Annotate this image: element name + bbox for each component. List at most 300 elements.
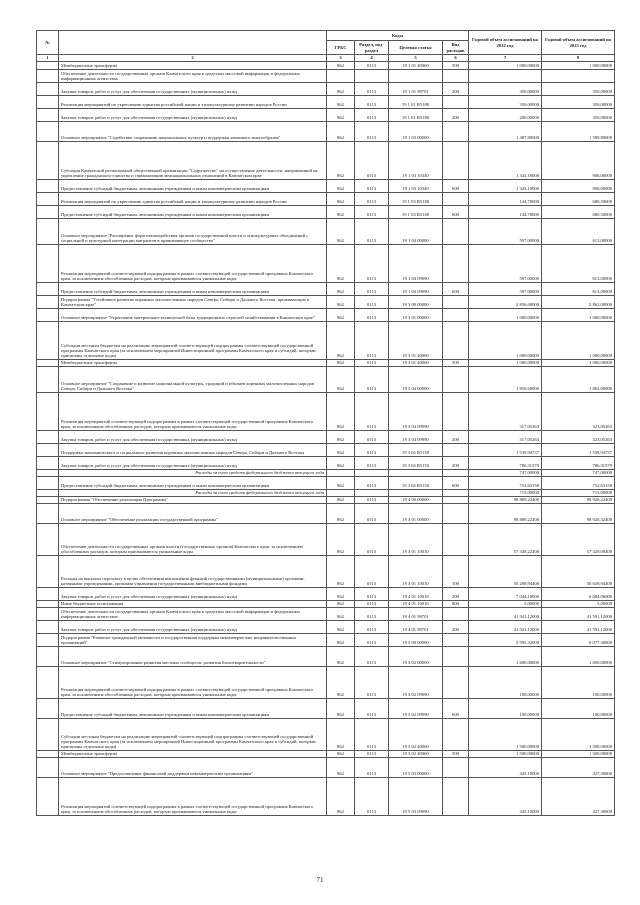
row-cs-cell: 19 3 01 40060 xyxy=(389,359,443,366)
row-vr-cell xyxy=(443,392,469,430)
row-desc-cell: Реализация мероприятий по укреплению единства российской нации и этнокультурному развитию народов России xyxy=(59,192,327,205)
row-razdel-cell: 0113 xyxy=(355,359,389,366)
row-grbs-cell xyxy=(327,489,355,496)
row-2022-cell: 144,70000 xyxy=(469,192,542,205)
table-row xyxy=(37,443,615,456)
row-razdel-cell: 0113 xyxy=(355,205,389,218)
row-num-cell xyxy=(37,218,59,244)
row-vr-cell: 500 xyxy=(443,359,469,366)
row-razdel-cell: 0113 xyxy=(355,555,389,587)
row-grbs-cell: 862 xyxy=(327,456,355,469)
row-razdel-cell: 0113 xyxy=(355,503,389,523)
table-row xyxy=(37,218,615,244)
row-cs-cell: 19 5 02 09990 xyxy=(389,698,443,718)
col-codes: Коды xyxy=(327,31,469,41)
table-row xyxy=(37,392,615,430)
row-num-cell xyxy=(37,476,59,489)
row-num-cell xyxy=(37,646,59,666)
row-cs-cell: 19 4 01 10010 xyxy=(389,523,443,555)
table-row xyxy=(37,523,615,555)
row-desc-cell: Предоставление субсидий бюджетным, автономным учреждениям и иным некоммерческим организациям xyxy=(59,205,327,218)
row-2022-cell: 1 343,10000 xyxy=(469,141,542,179)
row-cs-cell xyxy=(389,69,443,82)
row-cs-cell: 19 1 01 R5180 xyxy=(389,108,443,121)
row-desc-cell: Субсидии местным бюджетам на реализацию мероприятий соответствующей подпрограммы соответствующей государственной программы Камчатского края (за исключением мероприятий Инвестиционной программы Камчатского края и субсидий, которым присвоены отдельные коды) xyxy=(59,718,327,750)
row-razdel-cell: 0113 xyxy=(355,523,389,555)
row-razdel-cell: 0113 xyxy=(355,308,389,321)
row-grbs-cell: 862 xyxy=(327,392,355,430)
row-num-cell xyxy=(37,282,59,295)
row-desc-cell: Основное мероприятие "Содействие сохранению национальных культур и поддержки языкового многообразия" xyxy=(59,121,327,141)
row-grbs-cell: 862 xyxy=(327,555,355,587)
row-grbs-cell: 862 xyxy=(327,282,355,295)
row-grbs-cell xyxy=(327,469,355,476)
row-razdel-cell: 0113 xyxy=(355,121,389,141)
row-2022-cell: 41 541,12000 xyxy=(469,620,542,633)
row-cs-cell xyxy=(389,469,443,476)
row-2022-cell: 715,00000 xyxy=(469,489,542,496)
table-row xyxy=(37,366,615,392)
row-num-cell xyxy=(37,489,59,496)
row-razdel-cell: 0113 xyxy=(355,392,389,430)
row-2023-cell: 613,00000 xyxy=(542,244,615,282)
row-grbs-cell: 862 xyxy=(327,750,355,757)
row-2022-cell: 1 000,00000 xyxy=(469,61,542,69)
table-row xyxy=(37,108,615,121)
row-2023-cell: 350,00000 xyxy=(542,108,615,121)
row-num-cell xyxy=(37,620,59,633)
row-num-cell xyxy=(37,82,59,95)
row-2023-cell: 906,00000 xyxy=(542,179,615,192)
row-desc-cell: Расходы за счет средств федерального бюджета текущего года xyxy=(59,469,327,476)
table-row xyxy=(37,750,615,757)
row-grbs-cell: 862 xyxy=(327,61,355,69)
row-razdel-cell xyxy=(355,69,389,82)
row-2022-cell: 350,00000 xyxy=(469,82,542,95)
row-2023-cell: 427,30000 xyxy=(542,777,615,815)
row-num-cell xyxy=(37,469,59,476)
row-2022-cell: 57 348,22400 xyxy=(469,523,542,555)
table-row xyxy=(37,430,615,443)
row-razdel-cell: 0113 xyxy=(355,141,389,179)
row-cs-cell: 19 4 01 10010 xyxy=(389,555,443,587)
row-cs-cell: 19 4 01 10010 xyxy=(389,600,443,607)
row-vr-cell: 600 xyxy=(443,282,469,295)
row-num-cell xyxy=(37,295,59,308)
row-vr-cell xyxy=(443,607,469,620)
row-2023-cell: 6 684,06000 xyxy=(542,587,615,600)
row-vr-cell xyxy=(443,321,469,359)
row-2022-cell: 100,00000 xyxy=(469,666,542,698)
row-2023-cell: 98 920,32400 xyxy=(542,503,615,523)
row-2023-cell: 1 600,00000 xyxy=(542,646,615,666)
row-2023-cell: 2 862,00000 xyxy=(542,295,615,308)
row-2023-cell: 715,00000 xyxy=(542,489,615,496)
table-row xyxy=(37,295,615,308)
row-2022-cell: 100,00000 xyxy=(469,698,542,718)
row-2022-cell: 1 000,00000 xyxy=(469,359,542,366)
row-2023-cell: 100,00000 xyxy=(542,698,615,718)
row-vr-cell: 800 xyxy=(443,600,469,607)
row-vr-cell: 600 xyxy=(443,698,469,718)
row-cs-cell: 19 3 04 09990 xyxy=(389,392,443,430)
row-cs-cell: 19 1 01 R5180 xyxy=(389,95,443,108)
row-2023-cell: 100,00000 xyxy=(542,666,615,698)
row-2022-cell: 317,05263 xyxy=(469,430,542,443)
row-grbs-cell: 862 xyxy=(327,666,355,698)
row-2023-cell: 1 538,94737 xyxy=(542,443,615,456)
row-cs-cell: 19 1 03 10340 xyxy=(389,179,443,192)
row-razdel-cell: 0113 xyxy=(355,282,389,295)
row-vr-cell: 200 xyxy=(443,430,469,443)
row-grbs-cell: 862 xyxy=(327,179,355,192)
row-desc-cell: Субсидии местным бюджетам на реализацию мероприятий соответствующей подпрограммы соответствующей государственной программы Камчатского края (за исключением мероприятий Инвестиционной программы Камчатского края и субсидий, которым присвоены отдельные коды) xyxy=(59,321,327,359)
row-razdel-cell: 0113 xyxy=(355,633,389,646)
row-desc-cell: Подпрограмма "Устойчивое развитие коренных малочисленных народов Севера, Сибири и Дальнего Востока, проживающих в Камчатском крае" xyxy=(59,295,327,308)
row-desc-cell: Реализация мероприятий соответствующей подпрограммы в рамках соответствующей государственной программы Камчатского края, за исключением обособленных расходов, которым присваиваются уникальные коды xyxy=(59,244,327,282)
table-row xyxy=(37,61,615,69)
row-2022-cell: 1 539,94737 xyxy=(469,443,542,456)
row-grbs-cell: 862 xyxy=(327,698,355,718)
row-desc-cell: Предоставление субсидий бюджетным, автономным учреждениям и иным некоммерческим организациям xyxy=(59,282,327,295)
row-desc-cell: Обеспечение деятельности государственных органов Камчатского края в средствах массовой информации и федеральных информационных агентствах xyxy=(59,69,327,82)
row-2022-cell: 747,00000 xyxy=(469,469,542,476)
row-num-cell xyxy=(37,192,59,205)
row-razdel-cell: 0113 xyxy=(355,587,389,600)
row-vr-cell xyxy=(443,666,469,698)
row-2023-cell: 323,05263 xyxy=(542,392,615,430)
row-num-cell xyxy=(37,321,59,359)
row-cs-cell: 19 3 04 R5150 xyxy=(389,476,443,489)
row-desc-cell: Реализация мероприятий соответствующей подпрограммы в рамках соответствующей государственной программы Камчатского края, за исключением обособленных расходов, которым присваиваются уникальные коды xyxy=(59,392,327,430)
table-row xyxy=(37,476,615,489)
row-2022-cell: 98 889,22400 xyxy=(469,503,542,523)
row-desc-cell: Основное мероприятие "Предоставление финансовой поддержки некоммерческим организациям" xyxy=(59,757,327,777)
table-row xyxy=(37,555,615,587)
row-cs-cell: 19 1 04 00000 xyxy=(389,218,443,244)
col-2022: Годовой объем ассигнований на 2022 год xyxy=(469,31,542,55)
col-desc xyxy=(59,31,327,55)
col-num: № xyxy=(37,31,59,55)
row-num-cell xyxy=(37,205,59,218)
row-razdel-cell: 0113 xyxy=(355,666,389,698)
col-grbs: ГРБС xyxy=(327,41,355,55)
row-2023-cell: 786,31579 xyxy=(542,456,615,469)
row-grbs-cell: 862 xyxy=(327,430,355,443)
row-vr-cell xyxy=(443,469,469,476)
row-desc-cell: Межбюджетные трансферты xyxy=(59,359,327,366)
row-razdel-cell: 0113 xyxy=(355,698,389,718)
row-vr-cell: 500 xyxy=(443,750,469,757)
column-index-cell: 3 xyxy=(327,55,355,62)
column-index-cell: 6 xyxy=(443,55,469,62)
row-razdel-cell: 0113 xyxy=(355,620,389,633)
row-desc-cell: Закупка товаров, работ и услуг для обеспечения государственных (муниципальных) нужд xyxy=(59,82,327,95)
row-vr-cell xyxy=(443,443,469,456)
page-number: 71 xyxy=(316,876,324,884)
row-vr-cell: 600 xyxy=(443,205,469,218)
row-razdel-cell: 0113 xyxy=(355,366,389,392)
table-row xyxy=(37,82,615,95)
row-razdel-cell: 0113 xyxy=(355,218,389,244)
row-grbs-cell: 862 xyxy=(327,244,355,282)
table-row xyxy=(37,698,615,718)
row-2023-cell: 1 000,00000 xyxy=(542,359,615,366)
row-2023-cell: 613,00000 xyxy=(542,282,615,295)
table-row xyxy=(37,141,615,179)
table-row xyxy=(37,244,615,282)
row-2023-cell: 1 000,00000 xyxy=(542,308,615,321)
row-2023-cell: 1 000,00000 xyxy=(542,61,615,69)
row-cs-cell: 19 5 02 40060 xyxy=(389,718,443,750)
row-grbs-cell: 862 xyxy=(327,777,355,815)
row-vr-cell xyxy=(443,69,469,82)
row-desc-cell: Основное мероприятие "Укрепление материально-технической базы традиционных отраслей хозяйствования в Камчатском крае" xyxy=(59,308,327,321)
row-vr-cell xyxy=(443,777,469,815)
row-desc-cell: Основное мероприятие "Сохранение и развитие национальной культуры, традиций и обычаев коренных малочисленных народов Севера, Сибири и Дальнего Востока" xyxy=(59,366,327,392)
row-razdel-cell: 0113 xyxy=(355,718,389,750)
row-num-cell xyxy=(37,496,59,503)
row-2022-cell: 345,10000 xyxy=(469,757,542,777)
row-grbs-cell: 862 xyxy=(327,607,355,620)
row-desc-cell: Межбюджетные трансферты xyxy=(59,750,327,757)
table-row xyxy=(37,607,615,620)
row-grbs-cell: 862 xyxy=(327,757,355,777)
table-row xyxy=(37,600,615,607)
row-cs-cell: 19 5 02 40060 xyxy=(389,750,443,757)
row-cs-cell: 19 3 00 00000 xyxy=(389,295,443,308)
row-cs-cell: 19 3 04 R5150 xyxy=(389,456,443,469)
row-num-cell xyxy=(37,308,59,321)
row-num-cell xyxy=(37,757,59,777)
row-2023-cell: 906,00000 xyxy=(542,141,615,179)
row-2022-cell: 1 856,60000 xyxy=(469,366,542,392)
row-2023-cell: 1 500,00000 xyxy=(542,718,615,750)
row-grbs-cell: 862 xyxy=(327,600,355,607)
row-grbs-cell: 862 xyxy=(327,218,355,244)
column-index-cell: 4 xyxy=(355,55,389,62)
row-desc-cell: Субсидия Камчатской региональной общественной организации "Содружество" на осуществление деятельности, направленной на укрепление гражданского единства и гармонизацию межнациональных отношений в Камчатском крае xyxy=(59,141,327,179)
row-vr-cell: 200 xyxy=(443,456,469,469)
row-vr-cell xyxy=(443,757,469,777)
row-vr-cell xyxy=(443,646,469,666)
table-row xyxy=(37,321,615,359)
table-row xyxy=(37,718,615,750)
row-2023-cell: 613,00000 xyxy=(542,218,615,244)
row-desc-cell: Обеспечение деятельности государственных органов власти (государственных органов) Камчатского края, за исключением обособленных расходов, которым присваиваются уникальные коды xyxy=(59,523,327,555)
row-grbs-cell: 862 xyxy=(327,121,355,141)
row-num-cell xyxy=(37,366,59,392)
column-index-cell: 1 xyxy=(37,55,59,62)
row-vr-cell xyxy=(443,489,469,496)
row-razdel-cell: 0113 xyxy=(355,95,389,108)
row-razdel-cell: 0113 xyxy=(355,192,389,205)
row-vr-cell xyxy=(443,218,469,244)
row-desc-cell: Обеспечение деятельности государственных органов Камчатского края в средствах массовой информации и федеральных информационных агентствах xyxy=(59,607,327,620)
row-cs-cell: 19 5 02 00000 xyxy=(389,646,443,666)
row-2022-cell: 1 000,00000 xyxy=(469,321,542,359)
table-row xyxy=(37,192,615,205)
row-razdel-cell: 0113 xyxy=(355,496,389,503)
table-row xyxy=(37,282,615,295)
row-razdel-cell: 0113 xyxy=(355,244,389,282)
row-num-cell xyxy=(37,698,59,718)
row-num-cell xyxy=(37,555,59,587)
row-2023-cell: 1 589,80000 xyxy=(542,121,615,141)
row-2022-cell: 597,00000 xyxy=(469,218,542,244)
row-grbs-cell: 862 xyxy=(327,366,355,392)
row-desc-cell: Закупка товаров, работ и услуг для обеспечения государственных (муниципальных) нужд xyxy=(59,587,327,600)
row-grbs-cell: 862 xyxy=(327,620,355,633)
row-2022-cell xyxy=(469,69,542,82)
row-cs-cell: 19 4 00 00000 xyxy=(389,496,443,503)
row-2022-cell: 1 500,00000 xyxy=(469,750,542,757)
row-razdel-cell xyxy=(355,469,389,476)
budget-table-sheet xyxy=(36,30,614,816)
row-vr-cell xyxy=(443,718,469,750)
col-cs: Целевая статья xyxy=(389,41,443,55)
table-row xyxy=(37,757,615,777)
row-desc-cell: Расходы на выплаты персоналу в целях обеспечения выполнения функций государственными (муниципальными) органами, казенными учреждениями, органами управления государственными внебюджетными фондами xyxy=(59,555,327,587)
row-vr-cell xyxy=(443,308,469,321)
row-2023-cell: 680,50000 xyxy=(542,192,615,205)
row-razdel-cell: 0113 xyxy=(355,600,389,607)
row-vr-cell xyxy=(443,95,469,108)
row-2023-cell: 427,30000 xyxy=(542,757,615,777)
row-desc-cell: Предоставление субсидий бюджетным, автономным учреждениям и иным некоммерческим организациям xyxy=(59,698,327,718)
row-2022-cell: 317,05263 xyxy=(469,392,542,430)
row-grbs-cell: 862 xyxy=(327,108,355,121)
row-num-cell xyxy=(37,443,59,456)
row-desc-cell: Закупка товаров, работ и услуг для обеспечения государственных (муниципальных) нужд xyxy=(59,456,327,469)
row-cs-cell: 19 1 03 00000 xyxy=(389,121,443,141)
row-num-cell xyxy=(37,750,59,757)
row-grbs-cell xyxy=(327,69,355,82)
table-header xyxy=(37,31,615,62)
table-row xyxy=(37,503,615,523)
row-num-cell xyxy=(37,503,59,523)
row-razdel-cell: 0113 xyxy=(355,750,389,757)
row-2023-cell: 1 000,00000 xyxy=(542,321,615,359)
row-vr-cell xyxy=(443,141,469,179)
row-grbs-cell: 862 xyxy=(327,141,355,179)
row-desc-cell: Подпрограмма "Обеспечение реализации Программы" xyxy=(59,496,327,503)
row-cs-cell: 19 4 01 00000 xyxy=(389,503,443,523)
row-2022-cell: 5,00000 xyxy=(469,600,542,607)
row-2022-cell: 752,63158 xyxy=(469,476,542,489)
row-cs-cell: 19 1 01 98701 xyxy=(389,82,443,95)
row-razdel-cell: 0113 xyxy=(355,430,389,443)
row-cs-cell: 19 3 04 R5150 xyxy=(389,443,443,456)
row-2023-cell: 5,00000 xyxy=(542,600,615,607)
table-body xyxy=(37,61,615,815)
row-desc-cell: Основное мероприятие "Стимулирование развития местных сообществ, развития благотворительности" xyxy=(59,646,327,666)
row-vr-cell xyxy=(443,244,469,282)
row-2023-cell: 1 500,00000 xyxy=(542,750,615,757)
table-row xyxy=(37,666,615,698)
row-vr-cell: 200 xyxy=(443,108,469,121)
row-cs-cell: 19 5 03 00000 xyxy=(389,757,443,777)
row-2022-cell: 1 500,00000 xyxy=(469,718,542,750)
row-num-cell xyxy=(37,430,59,443)
row-grbs-cell: 862 xyxy=(327,718,355,750)
row-desc-cell: Основное мероприятие "Расширение форм взаимодействия органов государственной власти и этнокультурных объединений с социальной и культурной интеграции мигрантов в принимающее сообщество" xyxy=(59,218,327,244)
row-2022-cell: 200,00000 xyxy=(469,108,542,121)
row-cs-cell: 19 4 01 98701 xyxy=(389,620,443,633)
row-num-cell xyxy=(37,633,59,646)
row-num-cell xyxy=(37,666,59,698)
row-num-cell xyxy=(37,523,59,555)
row-desc-cell: Расходы за счет средств федерального бюджета текущего года xyxy=(59,489,327,496)
row-2022-cell: 144,70000 xyxy=(469,205,542,218)
row-vr-cell xyxy=(443,366,469,392)
row-2022-cell: 786,31579 xyxy=(469,456,542,469)
row-desc-cell: Закупка товаров, работ и услуг для обеспечения государственных (муниципальных) нужд xyxy=(59,430,327,443)
row-vr-cell xyxy=(443,295,469,308)
row-2022-cell: 350,00000 xyxy=(469,95,542,108)
row-2023-cell: 41 591,12000 xyxy=(542,620,615,633)
row-razdel-cell: 0113 xyxy=(355,476,389,489)
row-razdel-cell: 0113 xyxy=(355,108,389,121)
row-2022-cell: 98 889,22400 xyxy=(469,496,542,503)
row-desc-cell: Предоставление субсидий бюджетным, автономным учреждениям и иным некоммерческим организациям xyxy=(59,476,327,489)
row-num-cell xyxy=(37,456,59,469)
row-num-cell xyxy=(37,607,59,620)
row-2022-cell: 597,00000 xyxy=(469,244,542,282)
row-vr-cell: 500 xyxy=(443,61,469,69)
row-2022-cell: 2 856,60000 xyxy=(469,295,542,308)
row-2022-cell: 1 000,00000 xyxy=(469,308,542,321)
row-grbs-cell: 862 xyxy=(327,633,355,646)
row-cs-cell: 19 3 04 09990 xyxy=(389,430,443,443)
row-desc-cell: Иные бюджетные ассигнования xyxy=(59,600,327,607)
row-2022-cell: 1 343,10000 xyxy=(469,179,542,192)
row-cs-cell: 19 1 04 09990 xyxy=(389,282,443,295)
row-2023-cell: 57 329,00400 xyxy=(542,523,615,555)
row-cs-cell: 19 5 02 09990 xyxy=(389,666,443,698)
row-razdel-cell: 0113 xyxy=(355,646,389,666)
row-2023-cell: 41 591,12000 xyxy=(542,607,615,620)
table-row xyxy=(37,646,615,666)
row-grbs-cell: 862 xyxy=(327,523,355,555)
row-vr-cell: 200 xyxy=(443,82,469,95)
row-vr-cell xyxy=(443,523,469,555)
table-row xyxy=(37,489,615,496)
row-razdel-cell xyxy=(355,489,389,496)
row-2023-cell: 350,00000 xyxy=(542,82,615,95)
row-vr-cell xyxy=(443,633,469,646)
row-2022-cell: 345,10000 xyxy=(469,777,542,815)
row-2022-cell: 1 600,00000 xyxy=(469,646,542,666)
row-num-cell xyxy=(37,61,59,69)
row-cs-cell: 19 1 01 40060 xyxy=(389,61,443,69)
row-2023-cell: 323,05263 xyxy=(542,430,615,443)
row-desc-cell: Закупка товаров, работ и услуг для обеспечения государственных (муниципальных) нужд xyxy=(59,620,327,633)
column-index-cell: 5 xyxy=(389,55,443,62)
row-2023-cell: 350,00000 xyxy=(542,95,615,108)
col-razdel: Раздел, под-раздел xyxy=(355,41,389,55)
row-grbs-cell: 862 xyxy=(327,95,355,108)
row-grbs-cell: 862 xyxy=(327,308,355,321)
row-grbs-cell: 862 xyxy=(327,503,355,523)
row-razdel-cell: 0113 xyxy=(355,757,389,777)
row-vr-cell: 100 xyxy=(443,555,469,587)
row-2022-cell: 50 298,94400 xyxy=(469,555,542,587)
row-cs-cell: 19 1 03 10340 xyxy=(389,141,443,179)
table-row xyxy=(37,95,615,108)
row-grbs-cell: 862 xyxy=(327,646,355,666)
row-num-cell xyxy=(37,587,59,600)
